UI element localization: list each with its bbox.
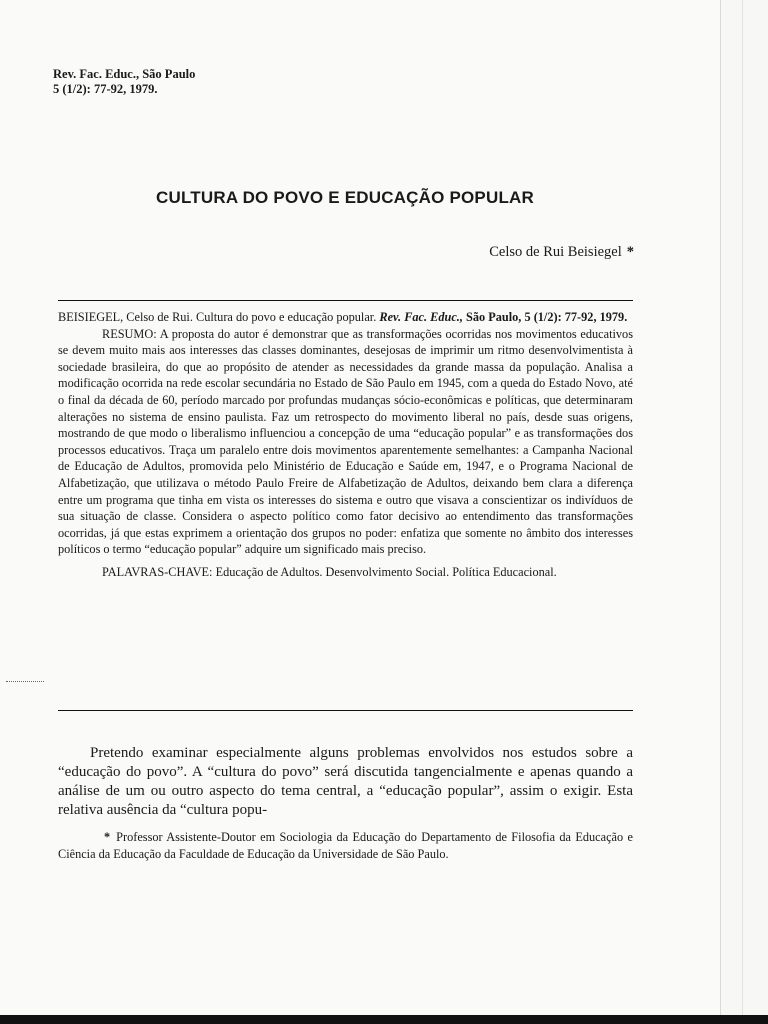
footnote xyxy=(58,829,633,863)
journal-line-1: Rev. Fac. Educ., São Paulo xyxy=(53,67,196,81)
resumo-text: A proposta do autor é demonstrar que as transformações ocorridas nos movimentos educativos se devem muito mais aos interesses das classes dominantes, desejosas de imprimir um ritmo desenvolvimentista à sociedade brasileira, do que ao propósito de atender as necessidades da grande massa da população. Analisa a modificação ocorrida na rede escolar secundária no Estado de São Paulo em 1945, com a queda do Estado Novo, até o final da década de 60, período marcado por profundas mudanças sócio-econômicas e políticas, que determinaram alterações no sistema de ensino paulista. Faz um retrospecto do movimento liberal no país, desde suas origens, mostrando de que modo o liberalismo influenciou a concepção de uma “educação popular” e as transformações dos processos educativos. Traça um paralelo entre dois movimentos aparentemente semelhantes: a Campanha Nacional de Educação de Adultos, promovida pelo Ministério de Educação e Saúde em, 1947, e o Programa Nacional de Alfabetização, que utilizava o método Paulo Freire de Alfabetização de Adultos, deixando bem clara a diferença entre um programa que tinha em vista os interesses do sistema e outro que visava a conscientizar os indivíduos de sua situação de classe. Considera o aspecto político como fator decisivo ao entendimento das transformações ocorridas, já que estas exprimem a orientação dos grupos no poder: enfatiza que somente no âmbito dos interesses políticos o termo “educação popular” adquire um significado mais preciso. xyxy=(58,326,633,557)
resumo-paragraph xyxy=(58,326,633,558)
footnote-text: Professor Assistente-Doutor em Sociologia da Educação do Departamento de Filosofia da Educação e Ciência da Educação da Faculdade de Educação da Universidade de São Paulo. xyxy=(58,830,633,861)
keywords-text: Educação de Adultos. Desenvolvimento Social. Política Educacional. xyxy=(215,564,557,579)
footnote-mark: * xyxy=(104,830,111,844)
article-title xyxy=(0,188,690,208)
citation-title: Cultura do povo e educação popular. xyxy=(196,310,377,324)
abstract-bottom-rule xyxy=(58,710,633,711)
author-footnote-mark: * xyxy=(626,244,634,260)
page-edge xyxy=(720,0,768,1024)
resumo-label: RESUMO: xyxy=(102,326,157,341)
citation xyxy=(58,309,633,326)
citation-place: São Paulo, xyxy=(466,310,522,324)
body-text xyxy=(58,744,633,820)
margin-mark xyxy=(6,681,44,682)
citation-journal: Rev. Fac. Educ., xyxy=(379,310,463,324)
abstract-block xyxy=(58,309,633,581)
article-title-text: CULTURA DO POVO E EDUCAÇÃO POPULAR xyxy=(156,188,534,207)
author-line xyxy=(489,244,634,261)
journal-reference xyxy=(53,67,195,97)
abstract-top-rule xyxy=(58,300,633,301)
scan-bottom-border xyxy=(0,1015,768,1024)
author-name: Celso de Rui Beisiegel xyxy=(489,244,622,260)
footnote-paragraph xyxy=(58,829,633,863)
page-edge-line xyxy=(742,0,743,1024)
citation-volume: 5 (1/2): 77-92, 1979. xyxy=(524,310,628,324)
keywords-paragraph xyxy=(58,564,633,581)
keywords-label: PALAVRAS-CHAVE: xyxy=(102,564,213,579)
journal-line-2: 5 (1/2): 77-92, 1979. xyxy=(53,82,158,96)
citation-author: BEISIEGEL, Celso de Rui. xyxy=(58,310,193,324)
body-paragraph: Pretendo examinar especialmente alguns problemas envolvidos nos estudos sobre a “educação do povo”. A “cultura do povo” será discutida tangencialmente e apenas quando a análise de um ou outro aspecto do tema central, a “educação popular”, assim o exigir. Esta relativa ausência da “cultura popu- xyxy=(58,745,633,818)
